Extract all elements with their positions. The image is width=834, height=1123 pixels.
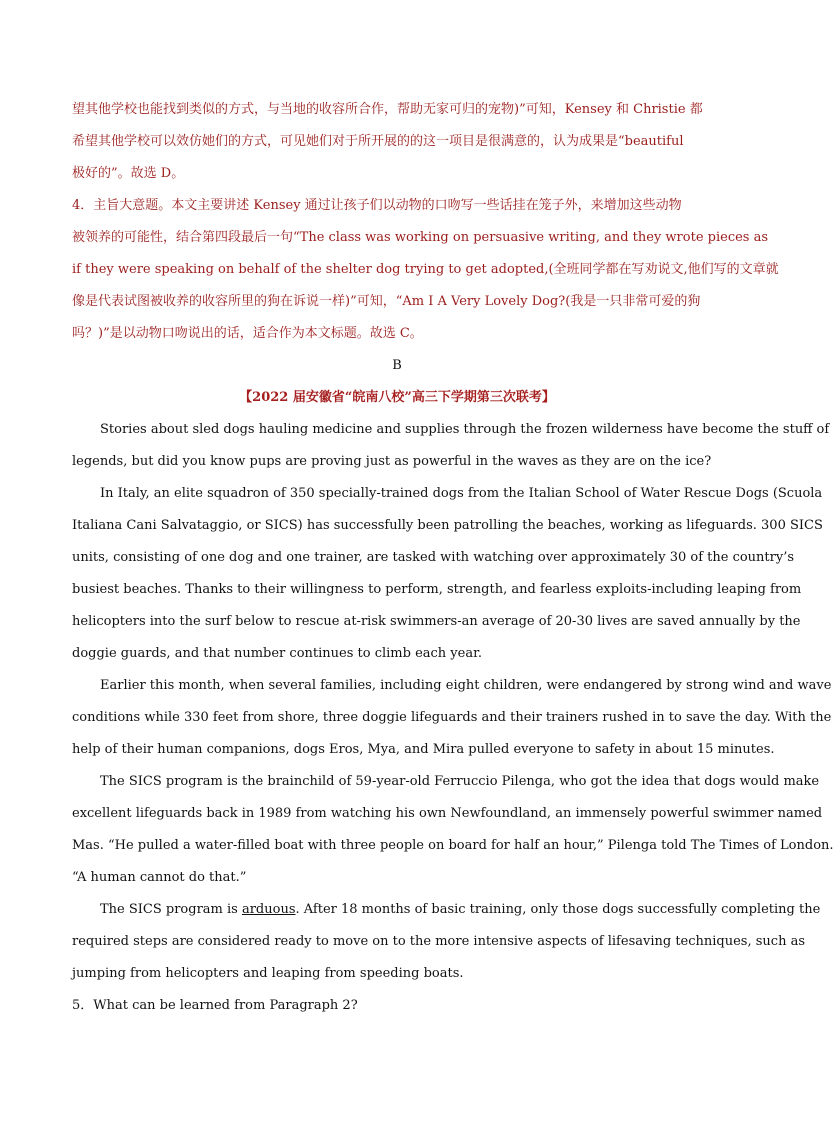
paragraph-line: Mas. “He pulled a water-filled boat with three people on board for half an hour,” Pilenga told The Times of London. [72,838,834,853]
explanation-line: 极好的”。故选 D。 [72,166,185,181]
q4-explanation-line: 4．主旨大意题。本文主要讲述 Kensey 通过让孩子们以动物的口吻写一些话挂在笼子外，来增加这些动物 [72,198,682,213]
paragraph-line: help of their human companions, dogs Eros, Mya, and Mira pulled everyone to safety in about 15 minutes. [72,742,775,757]
paragraph-line: units, consisting of one dog and one trainer, are tasked with watching over approximately 30 of the country’s [72,550,795,565]
paragraph-line: required steps are considered ready to move on to the more intensive aspects of lifesaving techniques, such as [72,934,805,949]
paragraph-text: . After 18 months of basic training, only those dogs successfully completing the [295,902,821,917]
paragraph-line: Italiana Cani Salvataggio, or SICS) has successfully been patrolling the beaches, working as lifeguards. 300 SICS [72,518,823,533]
paragraph-line: Stories about sled dogs hauling medicine and supplies through the frozen wilderness have become the stuff of [100,422,830,437]
paragraph-line: conditions while 330 feet from shore, three doggie lifeguards and their trainers rushed in to save the day. With the [72,710,832,725]
explanation-line: 望其他学校也能找到类似的方式，与当地的收容所合作，帮助无家可归的宠物)”可知，Kensey 和 Christie 都 [72,102,703,117]
paragraph-line: busiest beaches. Thanks to their willingness to perform, strength, and fearless exploits-including leaping from [72,582,802,597]
question-text: 5．What can be learned from Paragraph 2? [72,998,358,1013]
q4-explanation-line: 吗？)”是以动物口吻说出的话，适合作为本文标题。故选 C。 [72,326,423,341]
paragraph-line [100,900,821,920]
paragraph-text: The SICS program is [100,902,242,917]
paragraph-line: doggie guards, and that number continues to climb each year. [72,646,483,661]
source-heading: 【2022 届安徽省“皖南八校”高三下学期第三次联考】 [239,390,555,405]
paragraph-line: helicopters into the surf below to rescue at-risk swimmers-an average of 20-30 lives are saved annually by the [72,614,801,629]
q4-explanation-line: 像是代表试图被收养的收容所里的狗在诉说一样)”可知，“Am I A Very Lovely Dog?(我是一只非常可爱的狗 [72,294,701,309]
section-letter: B [392,358,402,373]
explanation-line: 希望其他学校可以效仿她们的方式，可见她们对于所开展的的这一项目是很满意的，认为成果是“beautiful [72,134,684,149]
q4-explanation-line: 被领养的可能性，结合第四段最后一句“The class was working on persuasive writing, and they wrote pieces as [72,230,769,245]
paragraph-line: In Italy, an elite squadron of 350 specially-trained dogs from the Italian School of Water Rescue Dogs (Scuola [100,486,823,501]
paragraph-line: jumping from helicopters and leaping from speeding boats. [72,966,464,981]
paragraph-line: The SICS program is the brainchild of 59-year-old Ferruccio Pilenga, who got the idea that dogs would make [100,774,820,789]
paragraph-line: Earlier this month, when several families, including eight children, were endangered by strong wind and wave [100,678,832,693]
underlined-word: arduous [241,902,296,917]
paragraph-line: excellent lifeguards back in 1989 from watching his own Newfoundland, an immensely powerful swimmer named [72,806,823,821]
paragraph-line: “A human cannot do that.” [72,870,247,885]
q4-explanation-line: if they were speaking on behalf of the shelter dog trying to get adopted,(全班同学都在写劝说文,他们写的文章就 [72,262,779,277]
paragraph-line: legends, but did you know pups are proving just as powerful in the waves as they are on the ice? [72,454,712,469]
